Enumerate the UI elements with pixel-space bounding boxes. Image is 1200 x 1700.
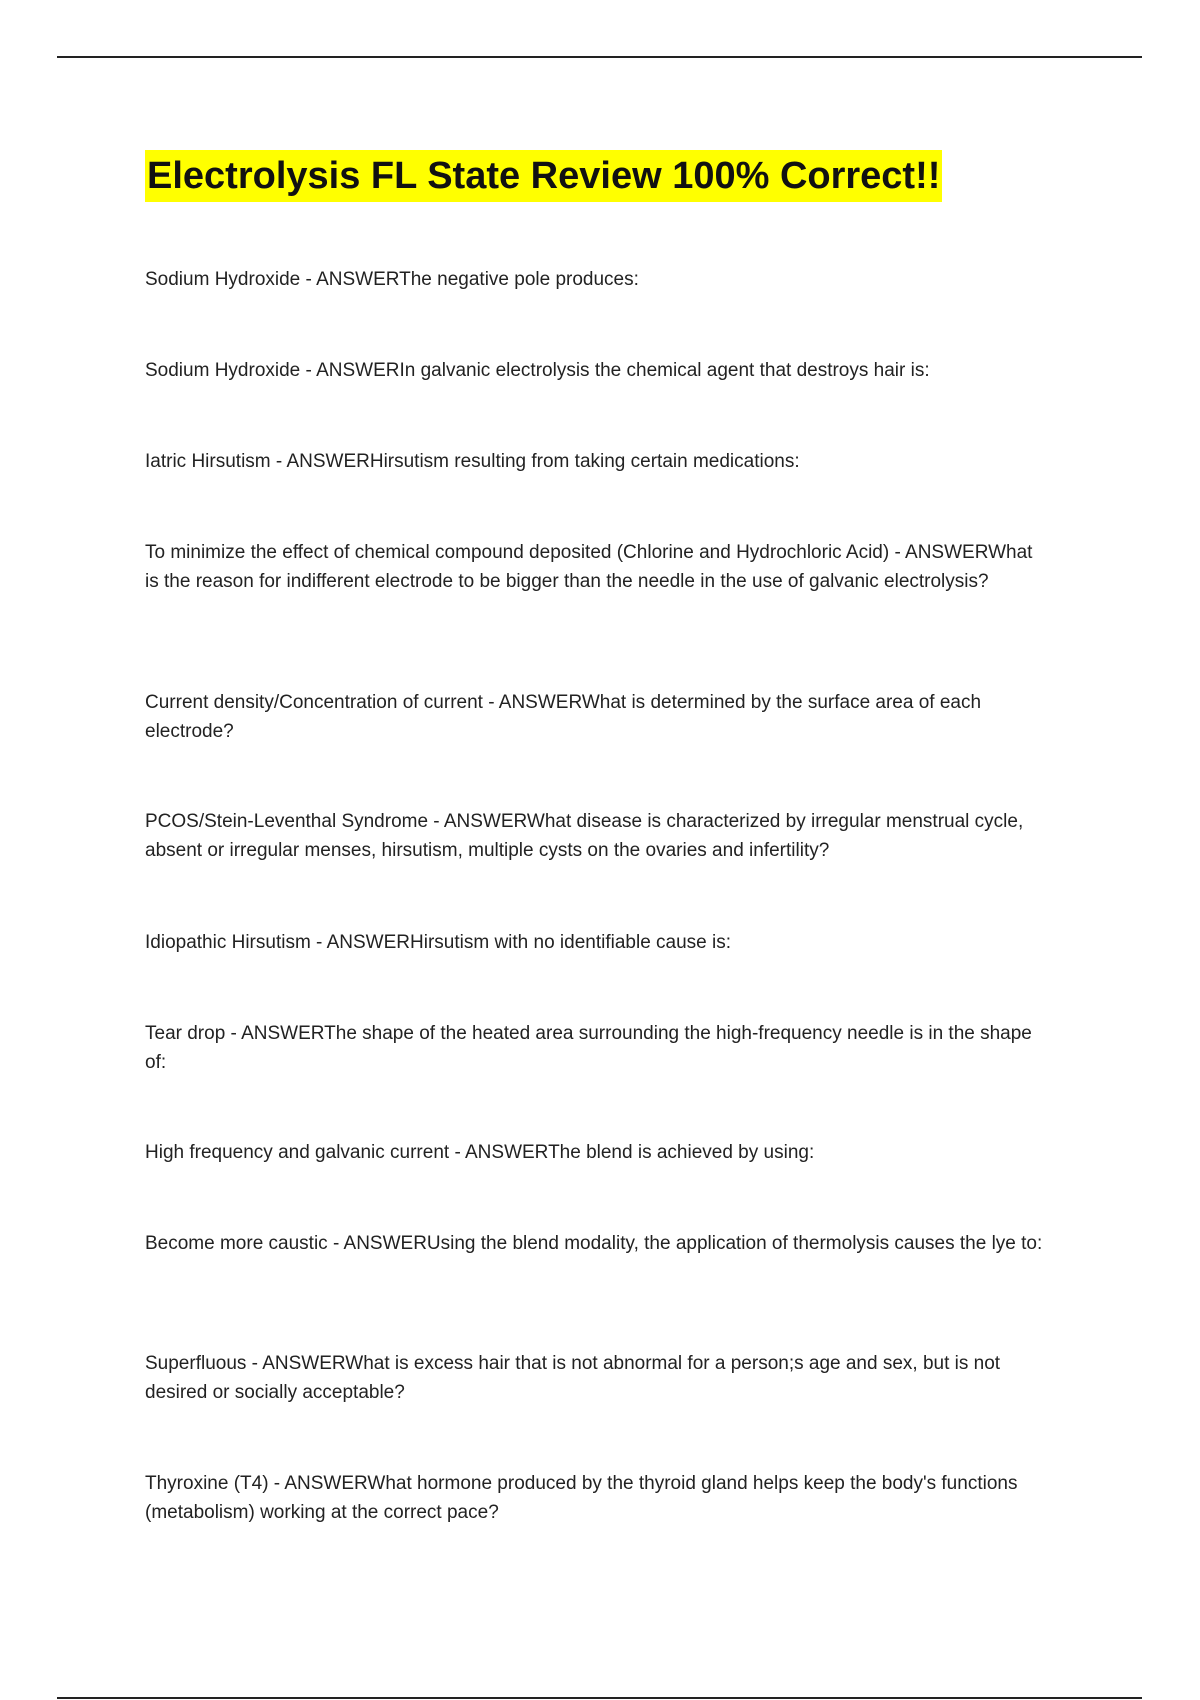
qa-item-9: High frequency and galvanic current - ANSWERThe blend is achieved by using: — [145, 1142, 815, 1163]
document-title: Electrolysis FL State Review 100% Correct!! — [145, 150, 942, 202]
qa-item-1: Sodium Hydroxide - ANSWERThe negative pole produces: — [145, 269, 639, 290]
qa-item-10: Become more caustic - ANSWERUsing the blend modality, the application of thermolysis causes the lye to: — [145, 1233, 1043, 1254]
qa-item-11: Superfluous - ANSWERWhat is excess hair that is not abnormal for a person;s age and sex, but is not desired or socially acceptable? — [145, 1353, 1001, 1403]
title-block — [145, 150, 942, 202]
qa-item-7: Idiopathic Hirsutism - ANSWERHirsutism with no identifiable cause is: — [145, 932, 732, 953]
qa-item-12: Thyroxine (T4) - ANSWERWhat hormone produced by the thyroid gland helps keep the body's functions (metabolism) working at the correct pace? — [145, 1473, 1018, 1523]
qa-item-2: Sodium Hydroxide - ANSWERIn galvanic electrolysis the chemical agent that destroys hair is: — [145, 360, 930, 381]
qa-item-5: Current density/Concentration of current - ANSWERWhat is determined by the surface area of each electrode? — [145, 692, 982, 742]
top-rule — [57, 56, 1142, 58]
qa-item-6: PCOS/Stein-Leventhal Syndrome - ANSWERWhat disease is characterized by irregular menstrual cycle, absent or irregular menses, hirsutism, multiple cysts on the ovaries and infertility? — [145, 811, 1024, 861]
qa-item-8: Tear drop - ANSWERThe shape of the heated area surrounding the high-frequency needle is in the shape of: — [145, 1023, 1032, 1073]
bottom-rule — [57, 1697, 1142, 1699]
qa-item-4: To minimize the effect of chemical compound deposited (Chlorine and Hydrochloric Acid) - ANSWERWhat is the reason for indifferent electrode to be bigger than the needle in the use of galvanic electrolysis? — [145, 542, 1033, 592]
qa-item-3: Iatric Hirsutism - ANSWERHirsutism resulting from taking certain medications: — [145, 451, 800, 472]
